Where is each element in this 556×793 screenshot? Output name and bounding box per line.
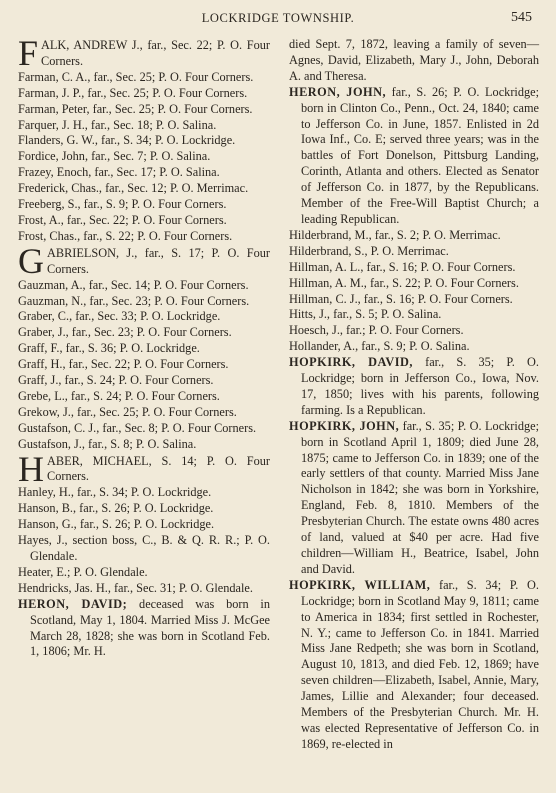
directory-entry: Gustafson, C. J., far., Sec. 8; P. O. Four Corners. <box>18 420 257 435</box>
entry-text: ABER, MICHAEL, S. 14; P. O. Four Corners. <box>47 453 270 484</box>
dropcap-letter: G <box>18 240 44 281</box>
directory-entry: Hillman, C. J., far., S. 16; P. O. Four Corners. <box>289 291 513 306</box>
dropcap-letter: F <box>18 33 39 73</box>
entry-text: ABRIELSON, J., far., S. 17; P. O. Four Corners. <box>47 245 270 276</box>
directory-entry: Hillman, A. M., far., S. 22; P. O. Four Corners. <box>289 275 519 290</box>
directory-entry: Fordice, John, far., Sec. 7; P. O. Salina. <box>18 149 211 164</box>
biography-text: far., S. 26; P. O. Lockridge; born in Clinton Co., Penn., Oct. 24, 1840; came to Jefferson Co. in June, 1857. Enlisted in 2d Iowa Inf., Co. E; served three years; was in the battles of Fort Donelson, Pittsburg Landing, Corinth, Atlanta and others. Elected as Senator of Jefferson Co. in 1877, by the Republicans. Member of the Free-Will Baptist Church; a leading Republican. <box>301 84 539 226</box>
biography-hopkirk-william <box>289 578 539 753</box>
directory-entry: Farman, C. A., far., Sec. 25; P. O. Four Corners. <box>18 69 254 84</box>
directory-entry: Grekow, J., far., Sec. 25; P. O. Four Corners. <box>18 404 237 419</box>
directory-entry: Hitts, J., far., S. 5; P. O. Salina. <box>289 307 442 322</box>
directory-entry: Graber, C., far., Sec. 33; P. O. Lockridge. <box>18 309 221 324</box>
biography-heron-david <box>18 597 270 661</box>
biography-hopkirk-david <box>289 355 539 419</box>
directory-entry: Grebe, L., far., S. 24; P. O. Four Corners. <box>18 388 220 403</box>
directory-entry: Frost, Chas., far., S. 22; P. O. Four Corners. <box>18 228 233 243</box>
directory-entry: Graff, F., far., S. 36; P. O. Lockridge. <box>18 341 200 356</box>
biography-continuation: died Sept. 7, 1872, leaving a family of seven—Agnes, David, Elizabeth, Mary J., John, Deborah A. and Theresa. <box>289 37 539 83</box>
entry-text: ALK, ANDREW J., far., Sec. 22; P. O. Four Corners. <box>41 38 270 68</box>
directory-entry: Heater, E.; P. O. Glendale. <box>18 564 148 579</box>
biography-name: HOPKIRK, WILLIAM, <box>289 577 431 592</box>
directory-entry: Hanson, B., far., S. 26; P. O. Lockridge. <box>18 501 214 516</box>
biography-name: HOPKIRK, DAVID, <box>289 355 413 370</box>
section-g-first-entry <box>18 240 270 281</box>
biography-name: HERON, JOHN, <box>289 84 387 99</box>
directory-entry: Frazey, Enoch, far., Sec. 17; P. O. Salina. <box>18 165 220 180</box>
directory-entry: Hollander, A., far., S. 9; P. O. Salina. <box>289 339 470 354</box>
section-f-first-entry <box>18 33 270 73</box>
directory-entry: Hoesch, J., far.; P. O. Four Corners. <box>289 323 464 338</box>
directory-entry: Farman, Peter, far., Sec. 25; P. O. Four Corners. <box>18 101 253 116</box>
directory-entry: Farman, J. P., far., Sec. 25; P. O. Four Corners. <box>18 85 248 100</box>
section-h-first-entry <box>18 448 270 489</box>
page-number: 545 <box>511 10 532 25</box>
biography-text: deceased was born in Scotland, May 1, 1804. Married Miss J. McGee March 28, 1828; she was born in Scotland Feb. 1, 1806; Mr. H. <box>30 596 270 659</box>
directory-entry: Hillman, A. L., far., S. 16; P. O. Four Corners. <box>289 259 516 274</box>
directory-entry: Frost, A., far., Sec. 22; P. O. Four Corners. <box>18 212 227 227</box>
directory-entry: Frederick, Chas., far., Sec. 12; P. O. Merrimac. <box>18 181 249 196</box>
directory-entry: Gauzman, A., far., Sec. 14; P. O. Four Corners. <box>18 277 249 292</box>
directory-entry: Hanley, H., far., S. 34; P. O. Lockridge. <box>18 485 212 500</box>
biography-heron-john <box>289 85 539 228</box>
directory-entry: Hanson, G., far., S. 26; P. O. Lockridge. <box>18 517 215 532</box>
right-column <box>289 37 539 753</box>
biography-name: HOPKIRK, JOHN, <box>289 418 400 433</box>
biography-text: far., S. 35; P. O. Lockridge; born in Scotland April 1, 1809; died June 28, 1875; came to Jefferson Co. in 1839; one of the early settlers of that county. Married Miss Jane Nicholson in 1842; she was born in Yorkshire, England, Feb. 8, 1810. Members of the Presbyterian Church. The estate owns 480 acres of land, valued at $40 per acre. Had five children—William H., Beatrice, Isabel, John and David. <box>301 418 539 576</box>
running-head: LOCKRIDGE TOWNSHIP. <box>201 11 355 25</box>
directory-entry: Flanders, G. W., far., S. 34; P. O. Lockridge. <box>18 133 236 148</box>
biography-name: HERON, DAVID; <box>18 596 128 611</box>
biography-text: far., S. 34; P. O. Lockridge; born in Scotland May 9, 1811; came to America in 1834; first settled in Rochester, N. Y.; came to Jefferson Co. in 1841. Married Miss Jane Redpeth; she was born in Scotland, August 10, 1813, and died Feb. 12, 1869; have seven children—Elizabeth, Isabel, Annie, Mary, James, Lillie and Alexander; four deceased. Members of the Presbyterian Church. Mr. H. was elected Representative of Jefferson Co. in 1869, re-elected in <box>301 577 539 751</box>
left-column <box>18 33 270 660</box>
directory-entry: Gustafson, J., far., S. 8; P. O. Salina. <box>18 436 197 451</box>
directory-entry: Hilderbrand, S., P. O. Merrimac. <box>289 243 449 258</box>
page-header <box>0 8 556 28</box>
directory-entry: Hilderbrand, M., far., S. 2; P. O. Merrimac. <box>289 227 501 242</box>
directory-entry: Graber, J., far., Sec. 23; P. O. Four Corners. <box>18 325 232 340</box>
directory-entry: Farquer, J. H., far., Sec. 18; P. O. Salina. <box>18 117 217 132</box>
directory-entry: Graff, H., far., Sec. 22; P. O. Four Corners. <box>18 357 229 372</box>
directory-entry: Hendricks, Jas. H., far., Sec. 31; P. O. Glendale. <box>18 580 253 595</box>
directory-entry: Gauzman, N., far., Sec. 23; P. O. Four Corners. <box>18 293 250 308</box>
biography-hopkirk-john <box>289 419 539 578</box>
directory-entry: Graff, J., far., S. 24; P. O. Four Corners. <box>18 373 214 388</box>
dropcap-letter: H <box>18 448 44 489</box>
directory-entry: Hayes, J., section boss, C., B. & Q. R. R.; P. O. Glendale. <box>18 533 270 563</box>
biography-text: far., S. 35; P. O. Lockridge; born in Jefferson Co., Iowa, Nov. 17, 1850; lives with his parents, following farming. Is a Republican. <box>301 355 539 417</box>
directory-entry: Freeberg, S., far., S. 9; P. O. Four Corners. <box>18 197 227 212</box>
